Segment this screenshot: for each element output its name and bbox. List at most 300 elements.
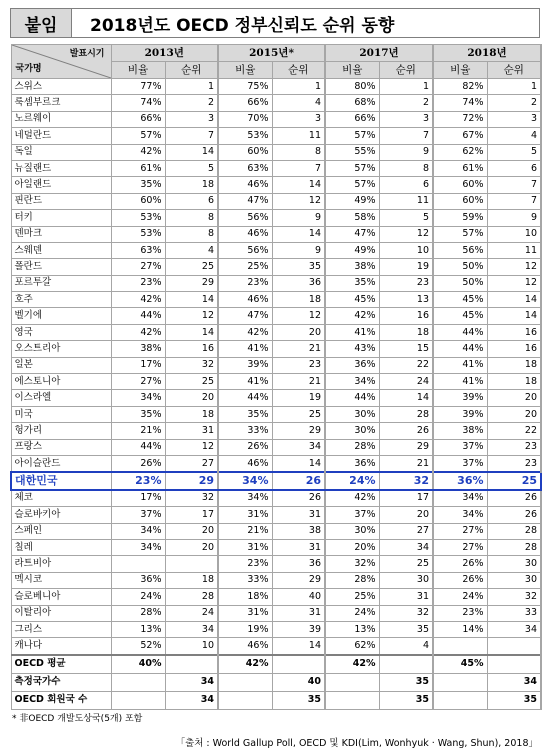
rate-cell: 45% bbox=[325, 292, 379, 308]
table-row bbox=[11, 144, 541, 160]
table-row bbox=[11, 210, 541, 226]
rate-cell bbox=[325, 691, 379, 709]
rank-cell: 20 bbox=[272, 324, 325, 340]
summary-row bbox=[11, 691, 541, 709]
rank-cell: 20 bbox=[487, 406, 541, 422]
rank-cell: 1 bbox=[487, 79, 541, 95]
rate-cell: 26% bbox=[433, 572, 487, 588]
country-cell: 독일 bbox=[11, 144, 111, 160]
rate-cell: 23% bbox=[218, 556, 272, 572]
table-row bbox=[11, 324, 541, 340]
table-row bbox=[11, 160, 541, 176]
rank-cell: 34 bbox=[165, 673, 218, 691]
rank-cell: 14 bbox=[272, 177, 325, 193]
rank-cell: 40 bbox=[272, 673, 325, 691]
table-row bbox=[11, 275, 541, 291]
rate-cell: 24% bbox=[325, 472, 379, 489]
rank-cell bbox=[379, 655, 433, 674]
rank-cell: 27 bbox=[165, 455, 218, 472]
rate-cell: 26% bbox=[218, 439, 272, 455]
rate-cell bbox=[111, 691, 165, 709]
table-body bbox=[11, 79, 541, 710]
rate-cell: 46% bbox=[218, 226, 272, 242]
rate-cell: 24% bbox=[111, 589, 165, 605]
rank-cell: 4 bbox=[272, 95, 325, 111]
rate-cell: 42% bbox=[111, 144, 165, 160]
rank-cell: 17 bbox=[379, 490, 433, 507]
rank-cell: 24 bbox=[379, 374, 433, 390]
rate-cell: 19% bbox=[218, 621, 272, 637]
rate-cell: 28% bbox=[325, 439, 379, 455]
rank-cell: 9 bbox=[272, 210, 325, 226]
rank-cell: 32 bbox=[379, 472, 433, 489]
rank-cell: 18 bbox=[487, 357, 541, 373]
rate-cell: 74% bbox=[433, 95, 487, 111]
rank-cell: 14 bbox=[165, 292, 218, 308]
rate-cell: 39% bbox=[218, 357, 272, 373]
rank-cell: 29 bbox=[272, 572, 325, 588]
rate-cell: 24% bbox=[433, 589, 487, 605]
country-cell: 칠레 bbox=[11, 539, 111, 555]
table-row bbox=[11, 490, 541, 507]
rate-cell: 57% bbox=[325, 160, 379, 176]
table-row bbox=[11, 374, 541, 390]
rank-cell: 32 bbox=[165, 357, 218, 373]
table-row bbox=[11, 406, 541, 422]
rate-cell: 13% bbox=[325, 621, 379, 637]
corner-header bbox=[11, 45, 111, 79]
rate-cell: 23% bbox=[433, 605, 487, 621]
rate-cell: 37% bbox=[111, 507, 165, 523]
rank-cell: 34 bbox=[272, 439, 325, 455]
year-header: 2018년 bbox=[433, 45, 541, 62]
country-cell: 이스라엘 bbox=[11, 390, 111, 406]
table-row bbox=[11, 638, 541, 655]
rank-cell: 12 bbox=[379, 226, 433, 242]
corner-top-label: 발표시기 bbox=[69, 49, 105, 59]
rank-cell: 16 bbox=[165, 341, 218, 357]
table-row bbox=[11, 523, 541, 539]
rank-cell: 1 bbox=[379, 79, 433, 95]
rate-cell: 66% bbox=[111, 111, 165, 127]
rank-cell: 14 bbox=[487, 308, 541, 324]
rank-cell: 2 bbox=[379, 95, 433, 111]
rate-cell: 61% bbox=[433, 160, 487, 176]
year-header-row bbox=[11, 45, 541, 62]
rate-cell: 34% bbox=[111, 523, 165, 539]
rank-cell: 19 bbox=[272, 390, 325, 406]
rank-cell: 20 bbox=[165, 523, 218, 539]
rank-cell: 23 bbox=[487, 439, 541, 455]
country-cell: 스웨덴 bbox=[11, 242, 111, 258]
rate-cell: 44% bbox=[111, 439, 165, 455]
country-cell: 라트비아 bbox=[11, 556, 111, 572]
country-cell: 덴마크 bbox=[11, 226, 111, 242]
rate-cell: 82% bbox=[433, 79, 487, 95]
rate-cell: 37% bbox=[433, 439, 487, 455]
rank-cell: 23 bbox=[272, 357, 325, 373]
rank-cell: 35 bbox=[487, 691, 541, 709]
rank-cell: 14 bbox=[487, 292, 541, 308]
rank-cell: 39 bbox=[272, 621, 325, 637]
rate-cell: 23% bbox=[111, 275, 165, 291]
rank-cell: 18 bbox=[165, 572, 218, 588]
rate-cell: 17% bbox=[111, 357, 165, 373]
rank-cell: 15 bbox=[379, 341, 433, 357]
table-row bbox=[11, 111, 541, 127]
page-title: 2018년도 OECD 정부신뢰도 순위 동향 bbox=[72, 8, 540, 38]
rate-cell: 57% bbox=[433, 226, 487, 242]
country-cell: 측정국가수 bbox=[11, 673, 111, 691]
country-cell: 대한민국 bbox=[11, 472, 111, 489]
rate-cell: 56% bbox=[218, 210, 272, 226]
rank-cell: 35 bbox=[379, 621, 433, 637]
rank-cell: 23 bbox=[379, 275, 433, 291]
rank-cell: 14 bbox=[272, 226, 325, 242]
rate-cell bbox=[433, 638, 487, 655]
rank-cell: 18 bbox=[487, 374, 541, 390]
rate-cell: 28% bbox=[111, 605, 165, 621]
rate-cell: 34% bbox=[325, 374, 379, 390]
rate-cell: 66% bbox=[218, 95, 272, 111]
country-cell: 체코 bbox=[11, 490, 111, 507]
corner-bottom-label: 국가명 bbox=[15, 64, 42, 74]
rate-cell bbox=[325, 673, 379, 691]
country-cell: 뉴질랜드 bbox=[11, 160, 111, 176]
country-cell: 미국 bbox=[11, 406, 111, 422]
rank-header: 순위 bbox=[165, 62, 218, 79]
rank-cell: 32 bbox=[165, 490, 218, 507]
rate-cell: 46% bbox=[218, 177, 272, 193]
rank-cell: 31 bbox=[165, 423, 218, 439]
rate-cell: 46% bbox=[218, 455, 272, 472]
rate-cell: 60% bbox=[111, 193, 165, 209]
rank-cell: 1 bbox=[165, 79, 218, 95]
table-row bbox=[11, 259, 541, 275]
table-row bbox=[11, 193, 541, 209]
table-row bbox=[11, 439, 541, 455]
rate-cell: 23% bbox=[111, 472, 165, 489]
rate-cell: 28% bbox=[325, 572, 379, 588]
rank-cell: 31 bbox=[379, 589, 433, 605]
table-row bbox=[11, 589, 541, 605]
rate-cell bbox=[433, 673, 487, 691]
table-row bbox=[11, 177, 541, 193]
footnote: * 非OECD 개발도상국(5개) 포함 bbox=[12, 714, 143, 724]
rate-cell: 44% bbox=[111, 308, 165, 324]
table-row bbox=[11, 472, 541, 489]
table-row bbox=[11, 308, 541, 324]
rank-cell: 28 bbox=[379, 406, 433, 422]
rank-cell bbox=[487, 655, 541, 674]
rank-cell: 14 bbox=[272, 455, 325, 472]
rate-cell: 38% bbox=[111, 341, 165, 357]
rank-cell bbox=[165, 556, 218, 572]
rate-cell: 57% bbox=[111, 128, 165, 144]
rank-cell: 12 bbox=[487, 259, 541, 275]
rate-cell: 46% bbox=[218, 638, 272, 655]
rank-cell: 8 bbox=[165, 226, 218, 242]
rate-cell: 41% bbox=[218, 341, 272, 357]
rank-cell: 7 bbox=[379, 128, 433, 144]
rate-cell: 41% bbox=[433, 357, 487, 373]
rate-cell: 53% bbox=[111, 226, 165, 242]
rank-cell: 22 bbox=[379, 357, 433, 373]
source-note: 「출처 : World Gallup Poll, OECD 및 KDI(Lim, Wonhyuk · Wang, Shun), 2018」 bbox=[175, 738, 538, 749]
rate-cell bbox=[111, 556, 165, 572]
rate-cell: 31% bbox=[218, 507, 272, 523]
table-row bbox=[11, 539, 541, 555]
country-cell: 이탈리아 bbox=[11, 605, 111, 621]
rate-cell: 63% bbox=[111, 242, 165, 258]
country-cell: 핀란드 bbox=[11, 193, 111, 209]
rank-cell: 7 bbox=[272, 160, 325, 176]
rank-cell: 21 bbox=[379, 455, 433, 472]
rate-cell: 35% bbox=[111, 177, 165, 193]
rank-cell: 2 bbox=[165, 95, 218, 111]
rank-cell: 33 bbox=[487, 605, 541, 621]
rate-cell: 45% bbox=[433, 308, 487, 324]
rate-cell bbox=[218, 673, 272, 691]
rate-cell: 37% bbox=[433, 455, 487, 472]
rank-cell: 17 bbox=[165, 507, 218, 523]
rate-cell: 34% bbox=[433, 490, 487, 507]
table-row bbox=[11, 95, 541, 111]
rate-cell: 27% bbox=[433, 539, 487, 555]
rank-cell: 9 bbox=[379, 144, 433, 160]
rank-cell: 14 bbox=[379, 390, 433, 406]
rank-cell: 34 bbox=[487, 621, 541, 637]
country-cell: 에스토니아 bbox=[11, 374, 111, 390]
rate-cell: 44% bbox=[433, 324, 487, 340]
rate-cell: 75% bbox=[218, 79, 272, 95]
rate-cell: 42% bbox=[218, 655, 272, 674]
year-header: 2015년* bbox=[218, 45, 325, 62]
rate-cell: 35% bbox=[325, 275, 379, 291]
rank-cell: 29 bbox=[379, 439, 433, 455]
rate-cell: 52% bbox=[111, 638, 165, 655]
rate-cell: 31% bbox=[218, 539, 272, 555]
rate-cell: 38% bbox=[325, 259, 379, 275]
country-cell: 일본 bbox=[11, 357, 111, 373]
rank-cell: 31 bbox=[272, 539, 325, 555]
rank-cell bbox=[165, 655, 218, 674]
rank-cell: 3 bbox=[272, 111, 325, 127]
table-row bbox=[11, 621, 541, 637]
rate-cell: 36% bbox=[433, 472, 487, 489]
rate-cell: 13% bbox=[111, 621, 165, 637]
rate-cell: 49% bbox=[325, 193, 379, 209]
country-cell: 호주 bbox=[11, 292, 111, 308]
rate-cell: 17% bbox=[111, 490, 165, 507]
table-row bbox=[11, 292, 541, 308]
rate-cell bbox=[111, 673, 165, 691]
rate-cell: 20% bbox=[325, 539, 379, 555]
country-cell: OECD 평균 bbox=[11, 655, 111, 674]
rate-header: 비율 bbox=[218, 62, 272, 79]
rank-cell: 20 bbox=[487, 390, 541, 406]
rate-cell: 26% bbox=[433, 556, 487, 572]
rank-cell: 26 bbox=[487, 507, 541, 523]
rate-cell: 46% bbox=[218, 292, 272, 308]
rate-cell: 62% bbox=[325, 638, 379, 655]
rank-cell: 7 bbox=[487, 177, 541, 193]
rate-cell: 47% bbox=[218, 308, 272, 324]
rank-cell: 40 bbox=[272, 589, 325, 605]
rank-cell: 14 bbox=[272, 638, 325, 655]
country-cell: 캐나다 bbox=[11, 638, 111, 655]
rate-cell: 23% bbox=[218, 275, 272, 291]
rate-cell: 30% bbox=[325, 423, 379, 439]
rank-cell: 7 bbox=[487, 193, 541, 209]
rate-cell: 30% bbox=[325, 406, 379, 422]
rate-cell: 44% bbox=[433, 341, 487, 357]
rank-cell: 26 bbox=[272, 490, 325, 507]
rate-cell: 44% bbox=[218, 390, 272, 406]
rank-cell: 35 bbox=[379, 691, 433, 709]
trust-ranking-table bbox=[10, 44, 542, 710]
rate-cell: 35% bbox=[218, 406, 272, 422]
rate-header: 비율 bbox=[111, 62, 165, 79]
rate-cell: 36% bbox=[111, 572, 165, 588]
rate-cell: 18% bbox=[218, 589, 272, 605]
rank-cell: 6 bbox=[379, 177, 433, 193]
rate-cell: 59% bbox=[433, 210, 487, 226]
country-cell: 헝가리 bbox=[11, 423, 111, 439]
rate-cell: 37% bbox=[325, 507, 379, 523]
rank-cell: 8 bbox=[272, 144, 325, 160]
table-row bbox=[11, 341, 541, 357]
rank-cell: 31 bbox=[272, 507, 325, 523]
rank-cell: 34 bbox=[379, 539, 433, 555]
rank-cell: 21 bbox=[272, 374, 325, 390]
rate-cell: 42% bbox=[111, 324, 165, 340]
rank-cell: 4 bbox=[379, 638, 433, 655]
rank-cell: 30 bbox=[379, 572, 433, 588]
rate-cell: 24% bbox=[325, 605, 379, 621]
country-cell: 영국 bbox=[11, 324, 111, 340]
rate-cell: 41% bbox=[325, 324, 379, 340]
country-cell: 그리스 bbox=[11, 621, 111, 637]
rate-cell: 60% bbox=[433, 193, 487, 209]
rate-cell: 61% bbox=[111, 160, 165, 176]
rate-cell: 53% bbox=[111, 210, 165, 226]
rate-header: 비율 bbox=[433, 62, 487, 79]
rank-cell: 3 bbox=[379, 111, 433, 127]
rate-cell: 35% bbox=[111, 406, 165, 422]
rank-cell: 1 bbox=[272, 79, 325, 95]
rate-cell: 25% bbox=[218, 259, 272, 275]
table-row bbox=[11, 605, 541, 621]
rank-cell: 34 bbox=[165, 621, 218, 637]
rate-cell: 66% bbox=[325, 111, 379, 127]
rate-cell: 68% bbox=[325, 95, 379, 111]
country-cell: 멕시코 bbox=[11, 572, 111, 588]
table-row bbox=[11, 226, 541, 242]
rank-cell: 28 bbox=[487, 539, 541, 555]
table-row bbox=[11, 79, 541, 95]
rank-cell: 30 bbox=[487, 556, 541, 572]
rank-cell: 26 bbox=[272, 472, 325, 489]
rank-cell: 20 bbox=[165, 539, 218, 555]
rank-cell: 12 bbox=[487, 275, 541, 291]
rate-cell: 50% bbox=[433, 259, 487, 275]
country-cell: 룩셈부르크 bbox=[11, 95, 111, 111]
rank-cell: 9 bbox=[272, 242, 325, 258]
rate-cell: 39% bbox=[433, 390, 487, 406]
rank-header: 순위 bbox=[272, 62, 325, 79]
rate-cell: 34% bbox=[111, 390, 165, 406]
rank-cell: 5 bbox=[487, 144, 541, 160]
rate-cell: 63% bbox=[218, 160, 272, 176]
rate-cell: 32% bbox=[325, 556, 379, 572]
rank-cell: 30 bbox=[487, 572, 541, 588]
year-header: 2013년 bbox=[111, 45, 218, 62]
country-cell: 폴란드 bbox=[11, 259, 111, 275]
rank-header: 순위 bbox=[487, 62, 541, 79]
rank-cell: 13 bbox=[379, 292, 433, 308]
rate-cell: 70% bbox=[218, 111, 272, 127]
rate-cell: 34% bbox=[218, 472, 272, 489]
rank-cell: 5 bbox=[165, 160, 218, 176]
rate-cell: 67% bbox=[433, 128, 487, 144]
table-row bbox=[11, 572, 541, 588]
rank-cell: 32 bbox=[379, 605, 433, 621]
rank-cell: 12 bbox=[165, 439, 218, 455]
rank-cell: 28 bbox=[165, 589, 218, 605]
country-cell: 스위스 bbox=[11, 79, 111, 95]
table-row bbox=[11, 357, 541, 373]
table-row bbox=[11, 128, 541, 144]
rank-cell: 25 bbox=[272, 406, 325, 422]
rate-cell: 44% bbox=[325, 390, 379, 406]
rate-cell: 27% bbox=[433, 523, 487, 539]
rank-cell: 36 bbox=[272, 275, 325, 291]
rank-cell: 21 bbox=[272, 341, 325, 357]
rank-cell: 38 bbox=[272, 523, 325, 539]
rank-cell: 34 bbox=[165, 691, 218, 709]
rate-cell: 55% bbox=[325, 144, 379, 160]
rank-cell: 12 bbox=[272, 308, 325, 324]
country-cell: 아이슬란드 bbox=[11, 455, 111, 472]
table-row bbox=[11, 507, 541, 523]
rank-cell: 14 bbox=[165, 144, 218, 160]
rate-cell: 77% bbox=[111, 79, 165, 95]
country-cell: 아일랜드 bbox=[11, 177, 111, 193]
rank-cell: 11 bbox=[379, 193, 433, 209]
rate-cell: 60% bbox=[218, 144, 272, 160]
rate-cell: 33% bbox=[218, 572, 272, 588]
rank-cell: 8 bbox=[379, 160, 433, 176]
country-cell: 터키 bbox=[11, 210, 111, 226]
rank-cell: 18 bbox=[165, 406, 218, 422]
rate-cell: 74% bbox=[111, 95, 165, 111]
rank-cell: 25 bbox=[165, 259, 218, 275]
rate-cell: 47% bbox=[218, 193, 272, 209]
rate-cell: 50% bbox=[433, 275, 487, 291]
rank-cell: 36 bbox=[272, 556, 325, 572]
rate-cell: 39% bbox=[433, 406, 487, 422]
country-cell: 슬로베니아 bbox=[11, 589, 111, 605]
rate-cell: 49% bbox=[325, 242, 379, 258]
rate-cell: 21% bbox=[111, 423, 165, 439]
summary-row bbox=[11, 673, 541, 691]
rank-cell: 9 bbox=[487, 210, 541, 226]
rank-cell: 16 bbox=[487, 324, 541, 340]
rank-cell: 24 bbox=[165, 605, 218, 621]
rank-cell: 14 bbox=[165, 324, 218, 340]
rate-cell: 42% bbox=[325, 308, 379, 324]
